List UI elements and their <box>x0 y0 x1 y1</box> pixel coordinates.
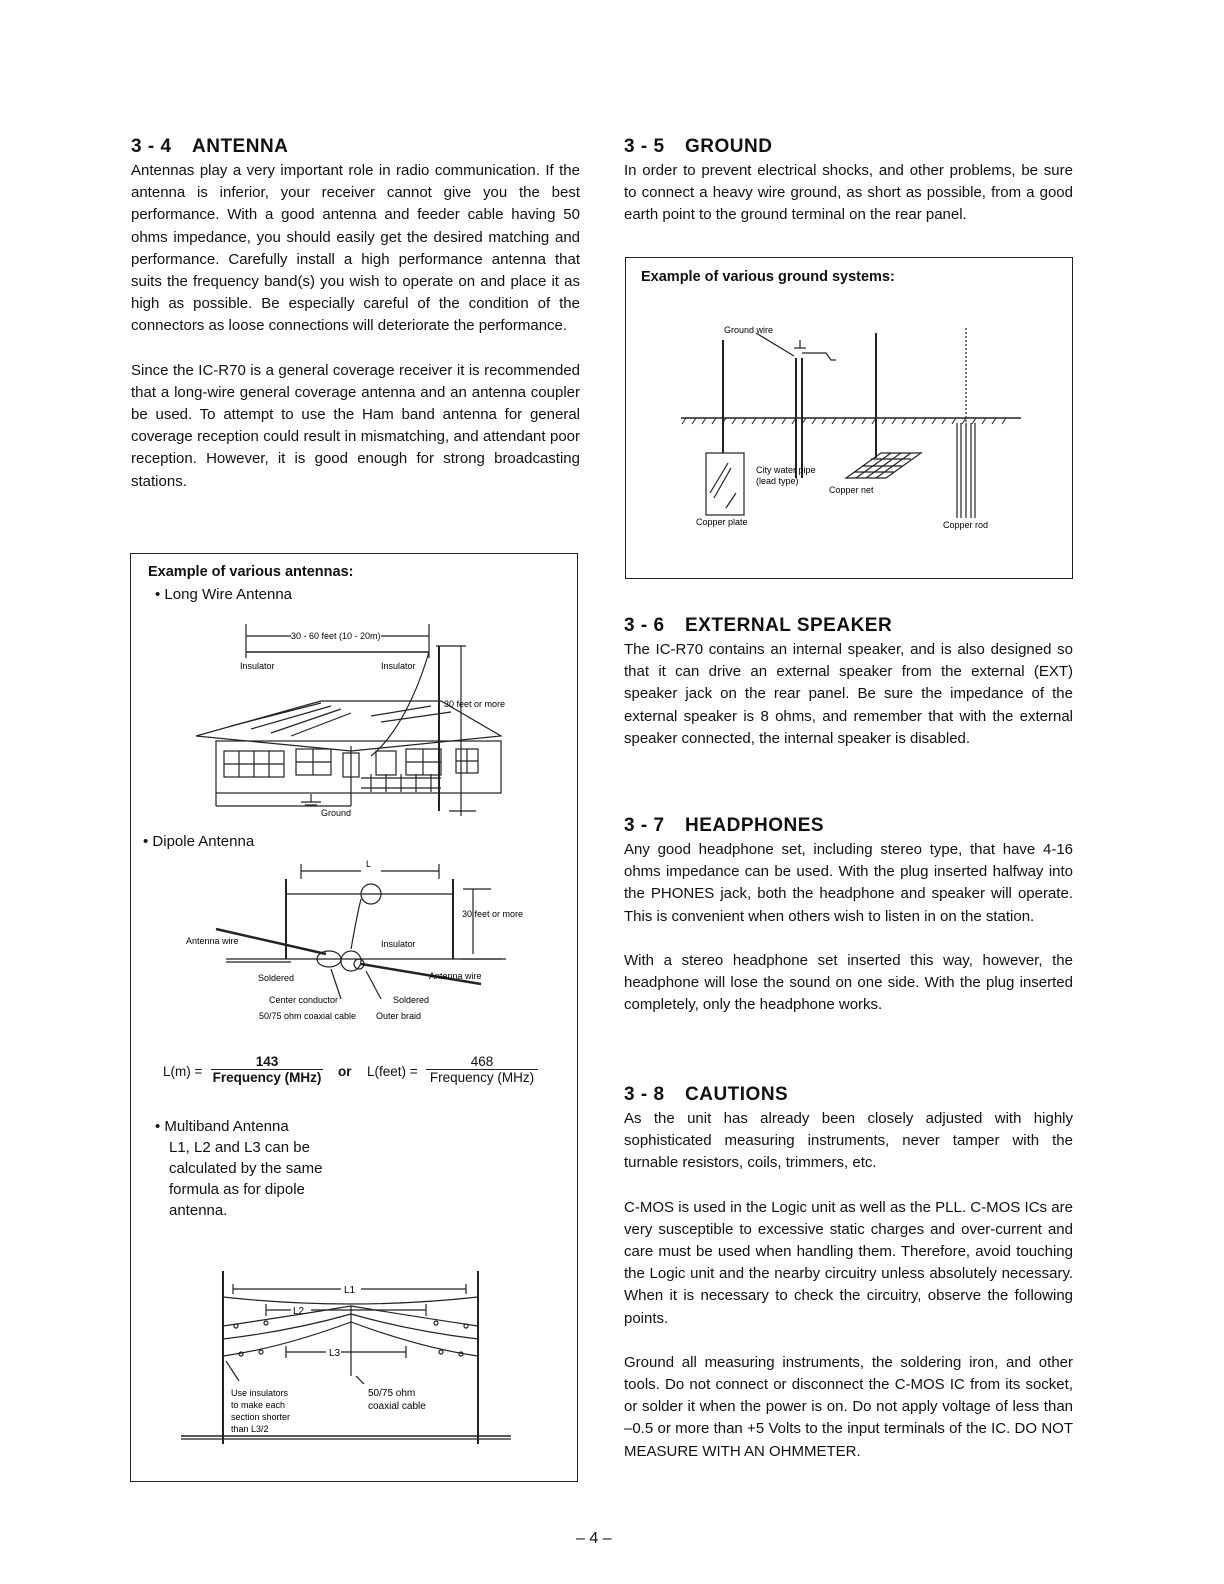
multiband-line-3: formula as for dipole <box>169 1181 305 1198</box>
dipole-coax-label: 50/75 ohm coaxial cable <box>259 1011 357 1021</box>
ground-examples-box <box>625 257 1073 579</box>
speaker-section <box>624 615 1073 750</box>
multiband-l2-label: L2 <box>293 1306 305 1317</box>
copper-net-label: Copper net <box>829 485 874 495</box>
speaker-para-1: The IC-R70 contains an internal speaker, and is also designed so that it can drive an external speaker from the external (EXT) speaker jack on the rear panel. Be sure the impedance of the external speaker is 8 ohms, and remember that with the external speaker connected, the internal speaker is disabled. <box>624 641 1073 747</box>
cautions-para-1: As the unit has already been closely adjusted with highly sophisticated measuring instruments, never tamper with the turnable resistors, coils, trimmers, etc. <box>624 1110 1073 1172</box>
multiband-l1-label: L1 <box>344 1285 356 1296</box>
copper-plate-label: Copper plate <box>696 517 748 527</box>
headphones-heading: 3 - 7 HEADPHONES <box>624 815 825 836</box>
antenna-para-2: Since the IC-R70 is a general coverage receiver it is recommended that a long-wire general coverage antenna and an antenna coupler be used. To attempt to use the Ham band antenna for general coverage reception could result in mismatching, and attendant poor reception. However, it is good enough for strong broadcasting stations. <box>131 361 580 490</box>
multiband-heading: • Multiband Antenna <box>155 1118 289 1135</box>
multiband-diagram <box>181 1266 531 1451</box>
long-wire-span-label: 30 - 60 feet (10 - 20m) <box>291 631 381 641</box>
multiband-coax-1: 50/75 ohm <box>368 1388 416 1399</box>
ground-heading: 3 - 5 GROUND <box>624 136 773 157</box>
long-wire-heading: • Long Wire Antenna <box>155 586 293 603</box>
multiband-line-4: antenna. <box>169 1202 228 1219</box>
dipole-insulator-label: Insulator <box>381 939 416 949</box>
right-column <box>624 136 1073 227</box>
formula-or: or <box>338 1064 352 1079</box>
copper-rod-label: Copper rod <box>943 520 989 530</box>
dipole-diagram <box>181 859 531 1029</box>
formula-lhs-m: L(m) = <box>163 1064 203 1079</box>
headphones-para-1: Any good headphone set, including stereo type, that have 4-16 ohms impedance can be used. With the plug inserted halfway into the PHONES jack, both the headphone and speaker will operate. This is convenient when others wish to listen in on the station. <box>624 841 1073 925</box>
formula-numerator-ft: 468 <box>470 1054 494 1069</box>
multiband-note-3: section shorter <box>231 1412 291 1422</box>
page-number: – 4 – <box>576 1530 612 1547</box>
speaker-heading: 3 - 6 EXTERNAL SPEAKER <box>624 615 893 636</box>
multiband-text <box>157 1116 322 1221</box>
cautions-para-3: Ground all measuring instruments, the soldering iron, and other tools. Do not connect or disconnect the C-MOS IC from its socket, or solder it when the power is on. Do not apply voltage of less than –0.5 or more than +5 Volts to the input terminals of the IC. DO NOT MEASURE WITH AN OHMMETER. <box>624 1353 1073 1460</box>
formula-fraction-ft <box>426 1054 538 1085</box>
long-wire-height-label: 30 feet or more <box>444 699 506 709</box>
ground-wire-label: Ground wire <box>724 325 774 335</box>
headphones-para-2: With a stereo headphone set inserted this way, however, the headphone will lose the sound on one side. With the plug inserted completely, only the headphone works. <box>624 951 1073 1014</box>
formula-numerator-m: 143 <box>255 1054 279 1069</box>
left-column <box>131 136 580 493</box>
dipole-height-label: 30 feet or more <box>462 909 524 919</box>
multiband-note-4: than L3/2 <box>231 1424 269 1434</box>
cautions-heading: 3 - 8 CAUTIONS <box>624 1084 789 1105</box>
formula-denominator-m: Frequency (MHz) <box>212 1070 322 1085</box>
multiband-coax-2: coaxial cable <box>368 1401 426 1412</box>
dipole-soldered-right: Soldered <box>393 995 430 1005</box>
cautions-section <box>624 1084 1073 1463</box>
dipole-soldered-left: Soldered <box>258 973 295 983</box>
dipole-antenna-wire-left: Antenna wire <box>186 936 239 946</box>
formula-lhs-ft: L(feet) = <box>367 1064 418 1079</box>
multiband-l3-label: L3 <box>329 1348 341 1359</box>
formula-denominator-ft: Frequency (MHz) <box>429 1070 535 1085</box>
multiband-line-2: calculated by the same <box>169 1160 323 1177</box>
long-wire-insulator-left: Insulator <box>240 661 275 671</box>
water-pipe-label-1: City water pipe <box>756 465 816 475</box>
ground-para-1: In order to prevent electrical shocks, and other problems, be sure to connect a heavy wire ground, as short as possible, from a good earth point to the ground terminal on the rear panel. <box>624 162 1073 224</box>
long-wire-ground-label: Ground <box>321 808 352 818</box>
antenna-heading: 3 - 4 ANTENNA <box>131 136 289 157</box>
cautions-para-2: C-MOS is used in the Logic unit as well as the PLL. C-MOS ICs are very susceptible to excessive static charges and over-current and care must be used when handling them. Therefore, avoid touching the Logic unit and the nearby circuitry unless absolutely necessary. When it is necessary to check the circuitry, observe the following points. <box>624 1198 1073 1327</box>
ground-box-title: Example of various ground systems: <box>641 269 895 285</box>
dipole-length-label: L <box>366 859 372 869</box>
multiband-note-2: to make each <box>231 1400 286 1410</box>
water-pipe-label-2: (lead type) <box>756 476 799 486</box>
multiband-line-1: L1, L2 and L3 can be <box>169 1139 310 1156</box>
dipole-heading: • Dipole Antenna <box>143 833 255 850</box>
antenna-box-title: Example of various antennas: <box>148 564 354 580</box>
long-wire-diagram <box>191 616 521 826</box>
formula-fraction-m <box>211 1054 323 1085</box>
antenna-examples-box <box>130 553 578 1482</box>
multiband-note-1: Use insulators <box>231 1388 289 1398</box>
ground-systems-diagram <box>676 318 1026 538</box>
antenna-para-1: Antennas play a very important role in radio communication. If the antenna is inferior, your receiver cannot give you the best performance. With a good antenna and feeder cable having 50 ohms impedance, you should easily get the desired matching and performance. Carefully install a high performance antenna that suits the frequency band(s) you wish to operate on and place it as high as possible. Be especially careful of the condition of the connectors as loose connections will deteriorate the performance. <box>131 162 580 335</box>
dipole-center-conductor: Center conductor <box>269 995 339 1005</box>
long-wire-insulator-right: Insulator <box>381 661 416 671</box>
dipole-outer-braid: Outer braid <box>376 1011 422 1021</box>
dipole-antenna-wire-right: Antenna wire <box>429 971 482 981</box>
headphones-section <box>624 815 1073 1016</box>
